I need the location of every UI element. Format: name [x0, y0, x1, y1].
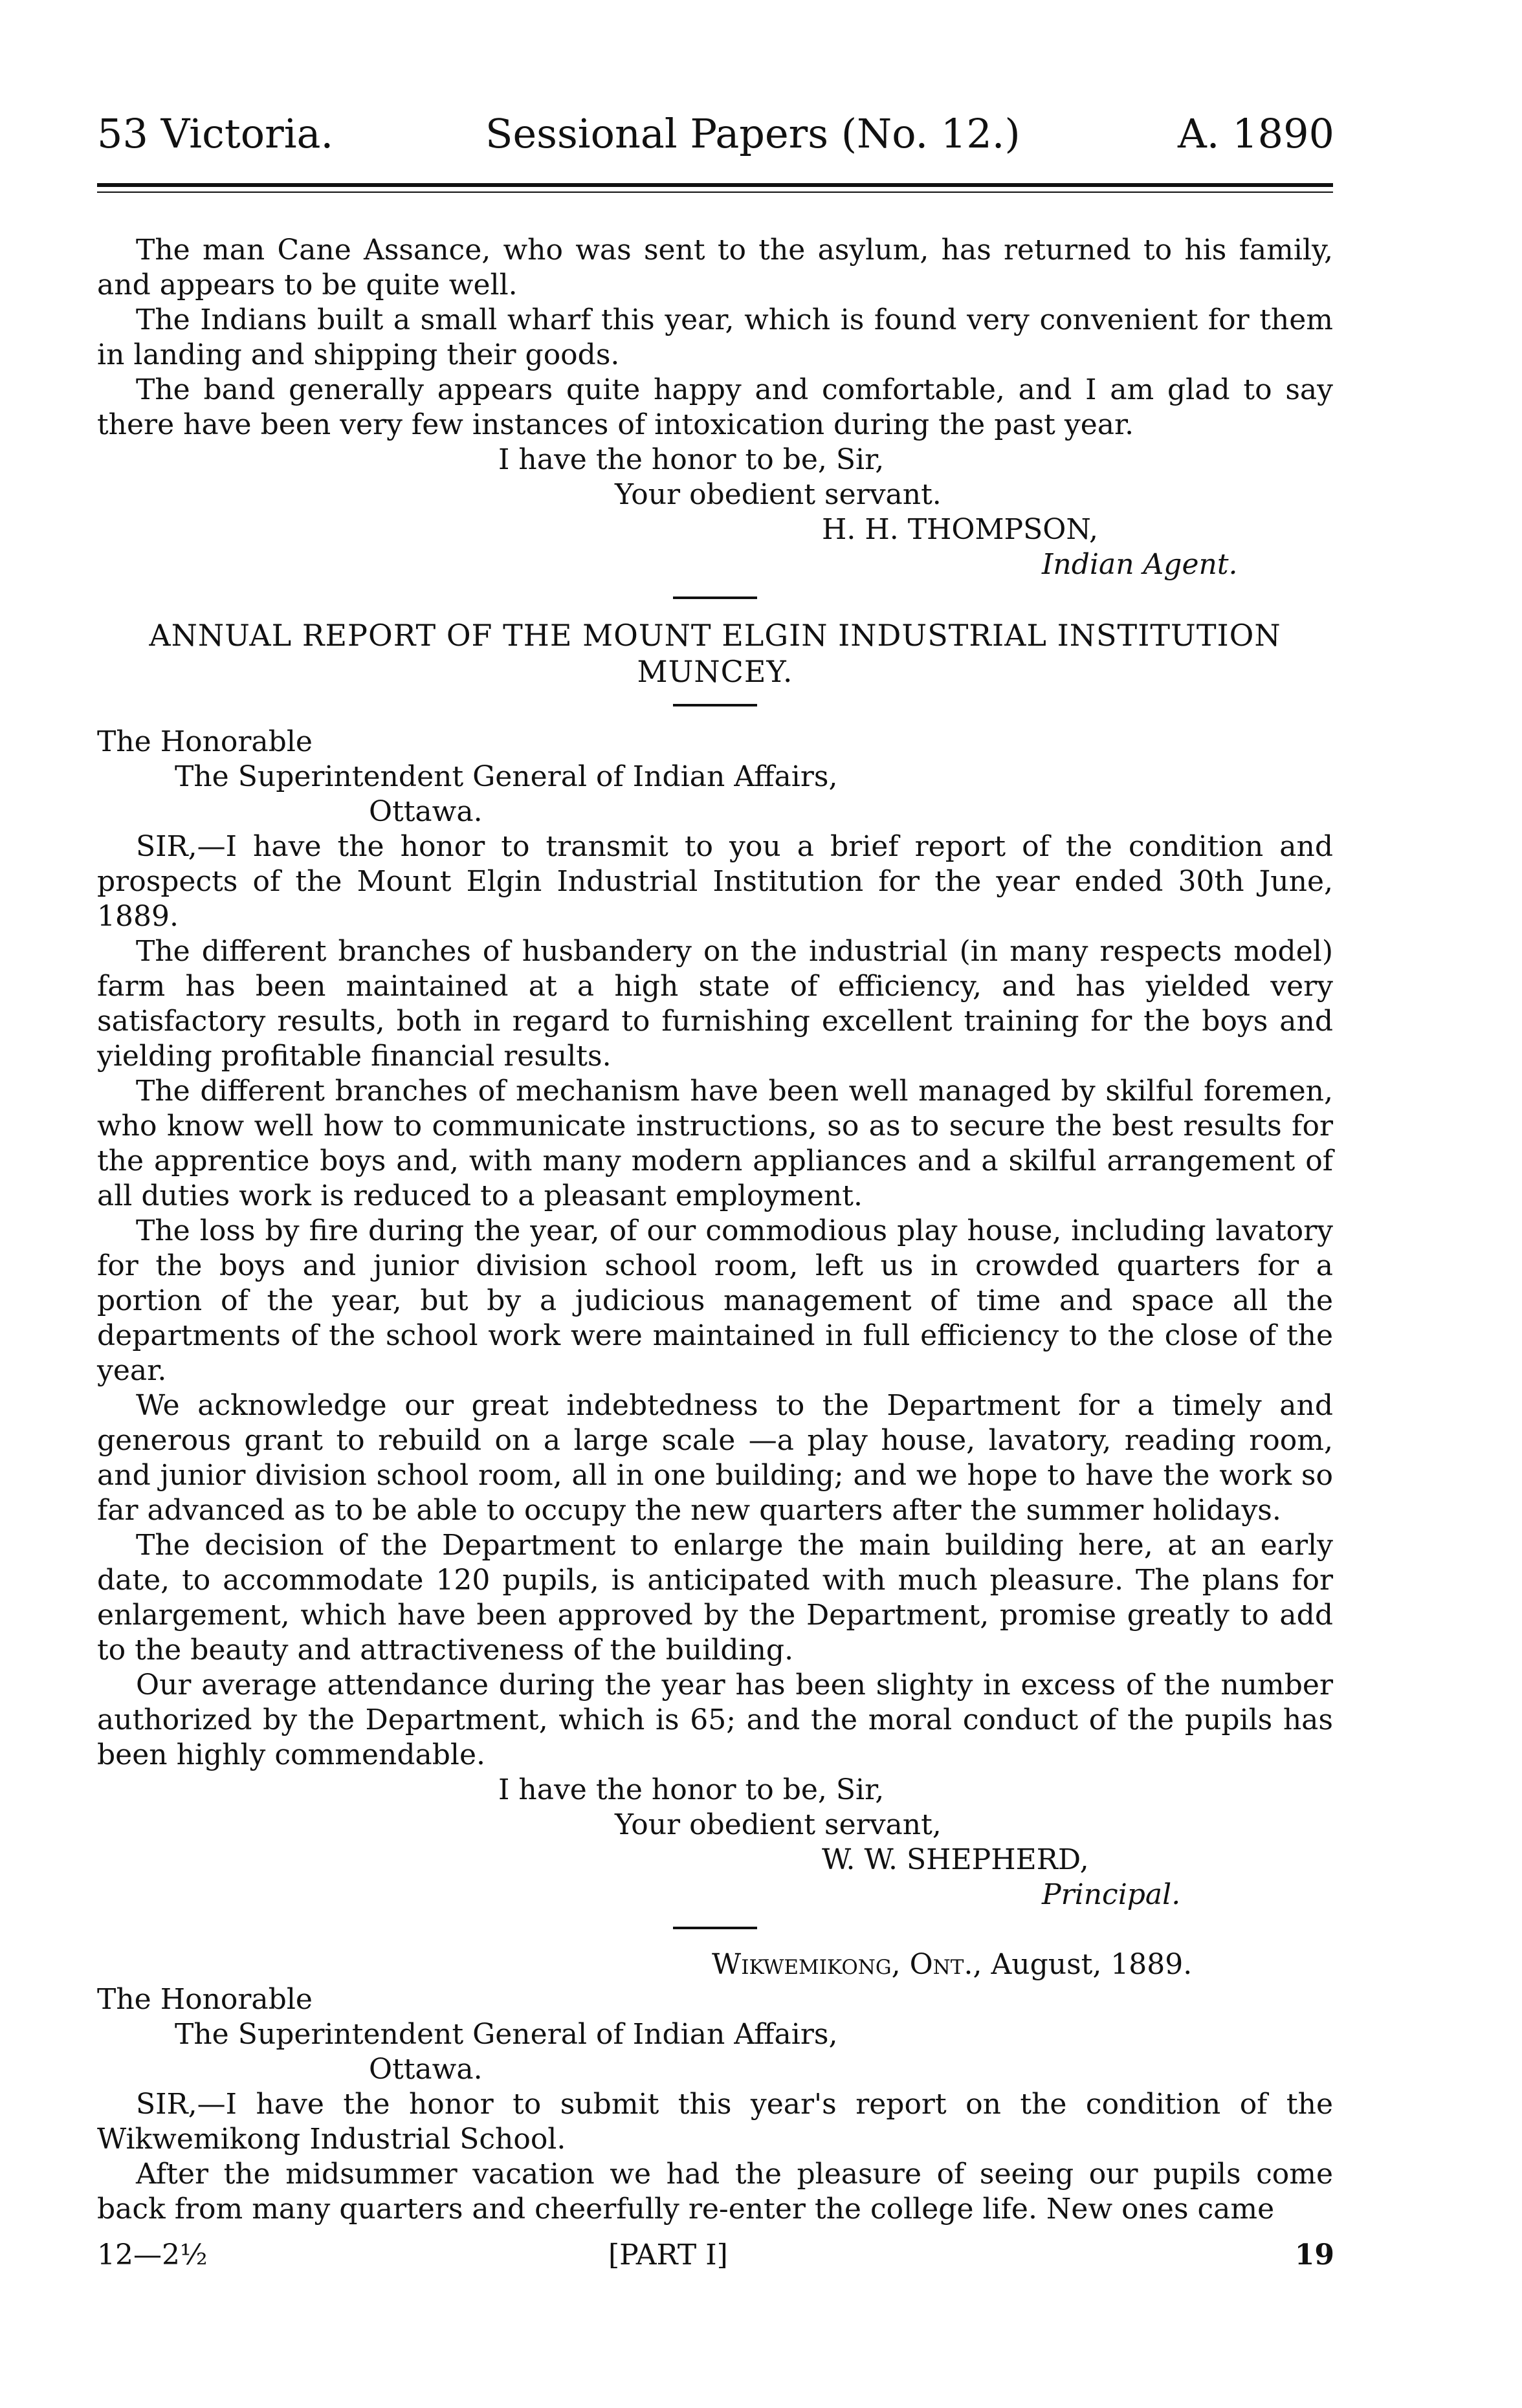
paragraph: The band generally appears quite happy and comfortable, and I am glad to say there have been very few instances of intoxication during the past year.: [97, 373, 1333, 441]
addressee-line: The Superintendent General of Indian Affairs,: [175, 2018, 838, 2051]
paragraph: SIR,—I have the honor to transmit to you a brief report of the condition and prospects of the Mount Elgin Industrial Institution for the year ended 30th June, 1889.: [97, 830, 1333, 933]
addressee-line: The Honorable: [97, 1983, 313, 2016]
part-label: [PART I]: [608, 2238, 728, 2271]
paragraph: The loss by fire during the year, of our commodious play house, including lavatory for the boys and junior division school room, left us in crowded quarters for a portion of the year, but by a judicious management of time and space all the departments of the school work were maintained in full efficiency to the close of the year.: [97, 1214, 1333, 1387]
addressee-city: Ottawa.: [369, 795, 483, 828]
paragraph: We acknowledge our great indebtedness to the Department for a timely and generous grant to rebuild on a large scale —a play house, lavatory, reading room, and junior division school room, all in one building; and we hope to have the work so far advanced as to be able to occupy the new quarters after the summer holidays.: [97, 1389, 1333, 1527]
paragraph: After the midsummer vacation we had the pleasure of seeing our pupils come back from many quarters and cheerfully re-enter the college life. New ones came: [97, 2158, 1333, 2226]
page-header: [97, 110, 1334, 168]
paragraph: The Indians built a small wharf this year, which is found very convenient for them in landing and shipping their goods.: [97, 303, 1333, 371]
paragraph: The different branches of husbandery on the industrial (in many respects model) farm has been maintained at a high state of efficiency, and has yielded very satisfactory results, both in regard to furnishing excellent training for the boys and yielding profitable financial results.: [97, 935, 1333, 1073]
signature: H. H. THOMPSON,: [822, 513, 1099, 546]
paragraph: The decision of the Department to enlarge the main building here, at an early date, to accommodate 120 pupils, is anticipated with much pleasure. The plans for enlargement, which have been approved by the Department, promise greatly to add to the beauty and attractiveness of the building.: [97, 1529, 1333, 1667]
signature-title: Indian Agent.: [1042, 548, 1238, 581]
closing-line: I have the honor to be, Sir,: [498, 443, 885, 476]
header-title: Sessional Papers (No. 12.): [485, 110, 1020, 157]
report-heading-continued: MUNCEY.: [637, 654, 793, 689]
section-divider: [673, 597, 757, 599]
heading-divider: [673, 704, 757, 706]
dateline-place: Wikwemikong, Ont.,: [712, 1948, 982, 1981]
header-rule: [97, 183, 1333, 187]
signature-mark: 12—2½: [97, 2238, 208, 2271]
paragraph: The man Cane Assance, who was sent to the asylum, has returned to his family, and appears to be quite well.: [97, 234, 1333, 301]
section-divider: [673, 1927, 757, 1929]
addressee-line: The Superintendent General of Indian Affairs,: [175, 760, 838, 793]
header-session: 53 Victoria.: [97, 110, 334, 157]
paragraph: The different branches of mechanism have been well managed by skilful foremen, who know well how to communicate instructions, so as to secure the best results for the apprentice boys and, with many modern appliances and a skilful arrangement of all duties work is reduced to a pleasant employment.: [97, 1075, 1333, 1212]
dateline-date: August, 1889.: [991, 1948, 1193, 1981]
page-number: 19: [1294, 2238, 1334, 2271]
signature-title: Principal.: [1042, 1878, 1181, 1911]
header-year: A. 1890: [1178, 110, 1334, 157]
header-rule-thin: [97, 192, 1333, 193]
addressee-line: The Honorable: [97, 725, 313, 758]
servant-line: Your obedient servant,: [615, 1808, 942, 1841]
paragraph: SIR,—I have the honor to submit this year's report on the condition of the Wikwemikong Industrial School.: [97, 2088, 1333, 2156]
paragraph: Our average attendance during the year has been slighty in excess of the number authorized by the Department, which is 65; and the moral conduct of the pupils has been highly commendable.: [97, 1669, 1333, 1771]
document-body: [97, 233, 1333, 2227]
report-heading: ANNUAL REPORT OF THE MOUNT ELGIN INDUSTRIAL INSTITUTION: [149, 618, 1281, 653]
dateline: [97, 1947, 1333, 1982]
servant-line: Your obedient servant.: [615, 478, 942, 511]
signature: W. W. SHEPHERD,: [822, 1843, 1089, 1876]
closing-line: I have the honor to be, Sir,: [498, 1773, 885, 1806]
addressee-city: Ottawa.: [369, 2053, 483, 2086]
